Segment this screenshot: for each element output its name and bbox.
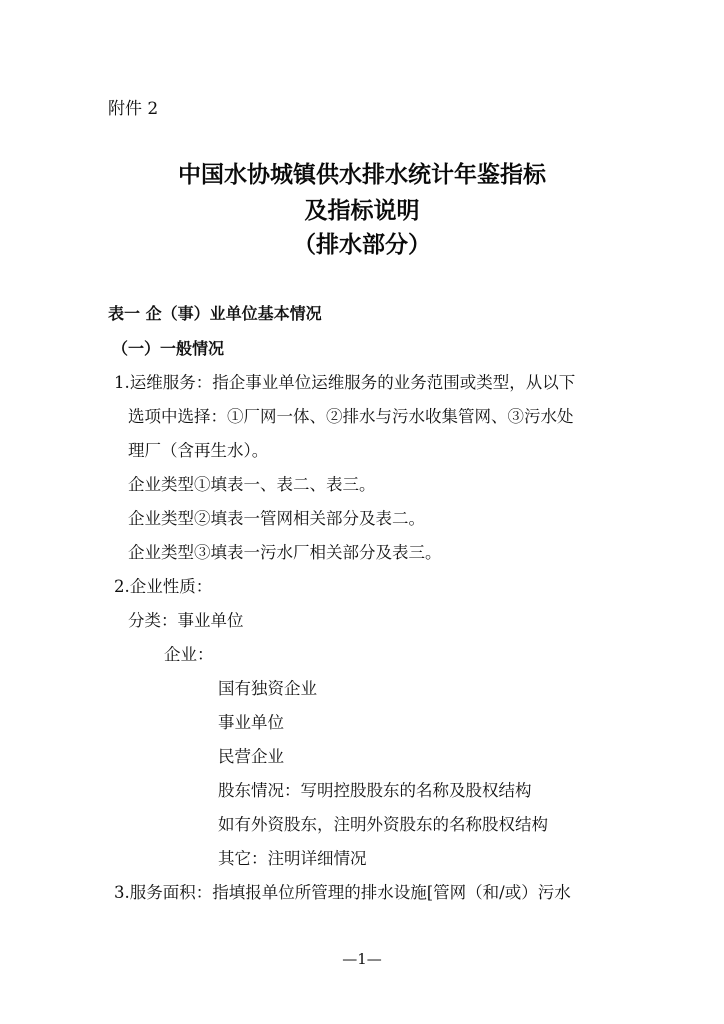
title-line-3: （排水部分） [293,232,431,258]
option-shareholders: 股东情况：写明控股股东的名称及股权结构 [218,781,532,800]
item-3-line-1: 3.服务面积：指填报单位所管理的排水设施[管网（和/或）污水 [114,883,571,902]
page-number: —1— [342,950,382,968]
option-private: 民营企业 [218,747,284,766]
item-1-line-2: 选项中选择：①厂网一体、②排水与污水收集管网、③污水处 [128,407,574,426]
option-public-institution: 事业单位 [218,713,284,732]
enterprise-type-3: 企业类型③填表一污水厂相关部分及表三。 [128,543,442,562]
item-1-line-3: 理厂（含再生水）。 [128,441,269,460]
classification-line: 分类：事业单位 [128,611,244,630]
option-foreign-shareholders: 如有外资股东，注明外资股东的名称股权结构 [218,815,548,834]
enterprise-label: 企业： [164,645,214,664]
enterprise-type-2: 企业类型②填表一管网相关部分及表二。 [128,509,425,528]
title-line-2: 及指标说明 [304,198,420,224]
item-1-line-1: 1.运维服务：指企事业单位运维服务的业务范围或类型，从以下 [114,373,576,392]
enterprise-type-1: 企业类型①填表一、表二、表三。 [128,475,376,494]
option-state-owned: 国有独资企业 [218,679,317,698]
title-line-1: 中国水协城镇供水排水统计年鉴指标 [178,162,546,188]
table-heading: 表一 企（事）业单位基本情况 [108,304,322,323]
section-heading: （一）一般情况 [112,339,225,358]
attachment-label: 附件 2 [108,99,159,119]
option-other: 其它：注明详细情况 [218,849,367,868]
item-2-heading: 2.企业性质： [114,577,213,596]
